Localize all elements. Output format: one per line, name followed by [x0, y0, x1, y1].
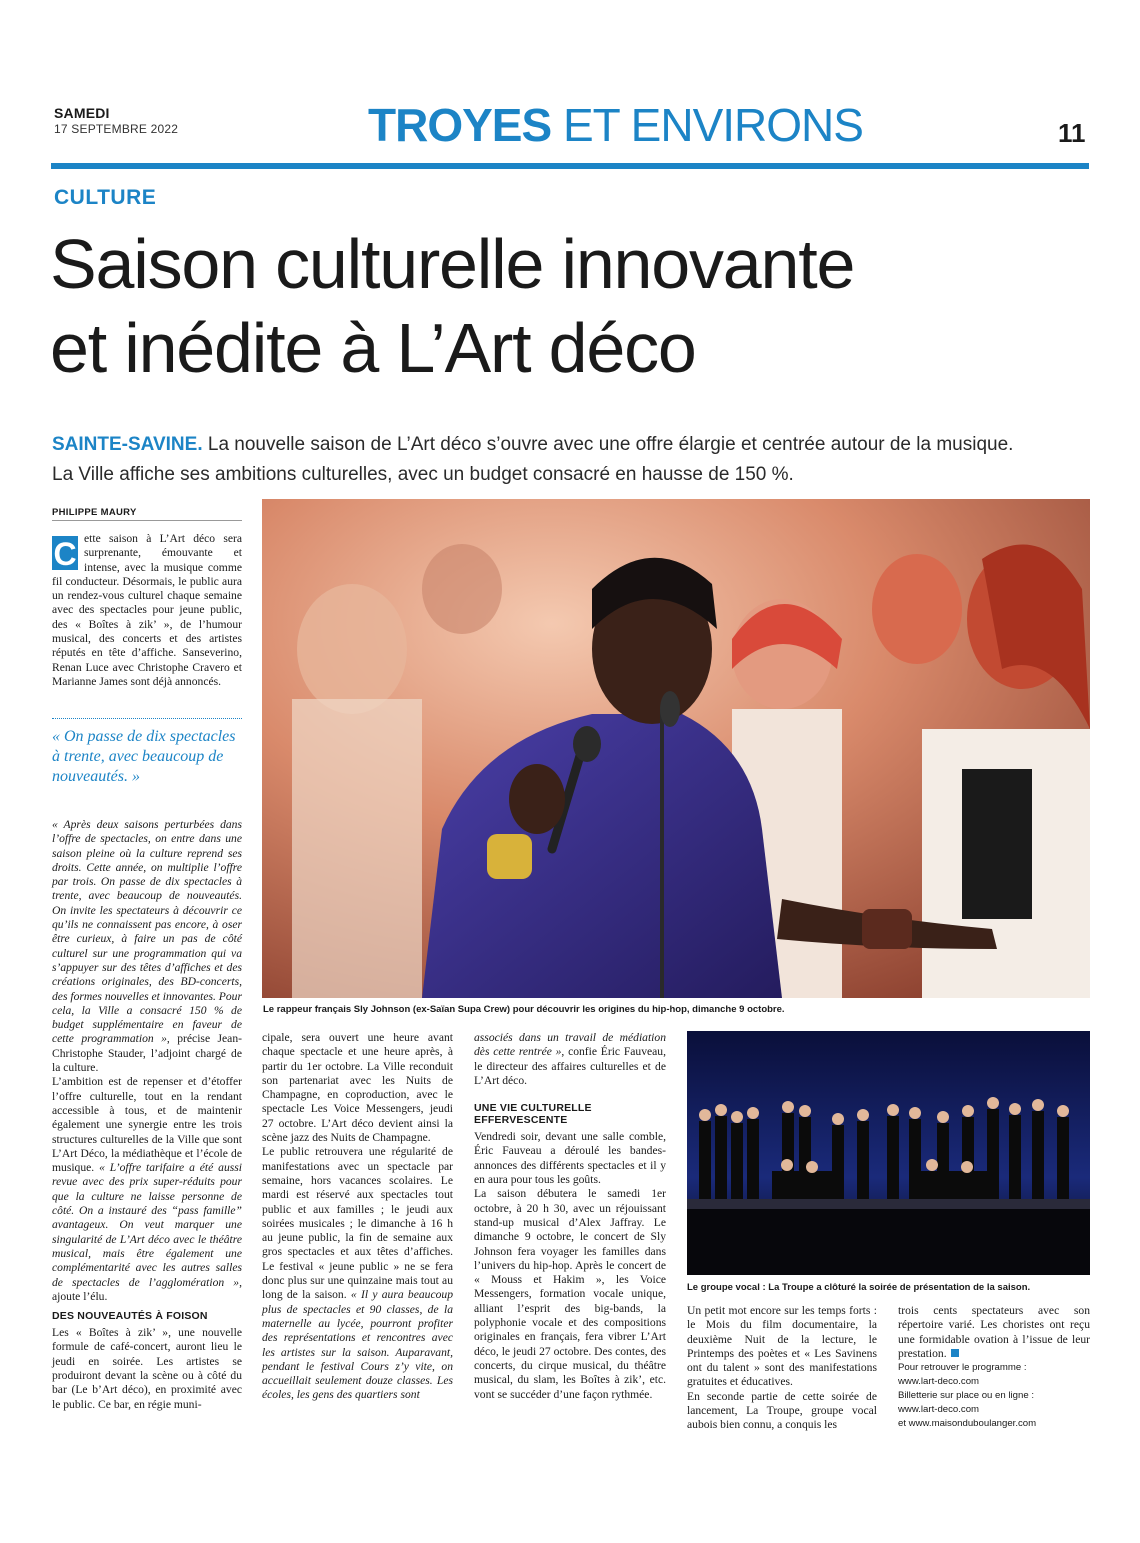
intro-text: ette saison à L’Art déco sera surprenante, émouvante et intense, avec la musique comme fil conducteur. Désormais, le public aura un rendez-vous culturel chaque semaine avec des spectacles pour jeune public, des « Boîtes à zik’ », de l’humour musical, des concerts et des artistes réputés en tête d’affiche. Sanseverino, Renan Luce avec Christophe Cravero et Marianne James sont déjà annoncés. [52, 532, 242, 688]
choir-stage-image [687, 1031, 1090, 1275]
concert-singer-image [262, 499, 1090, 998]
quote-classes: « Il y aura beaucoup plus de spectacles et 90 classes, de la maternelle au lycée, pourront profiter des représentations et rencontres avec les artistes sur la saison. Auparavant, pendant le festival Cours z’y vite, on accueillait seulement douze classes. Les écoles, les gens des quartiers sont [262, 1288, 453, 1402]
rubric-label: CULTURE [54, 186, 157, 209]
quote-attribution: , ajoute l’élu. [52, 1275, 242, 1303]
byline-rule [52, 520, 242, 521]
quote-attribution: , précise Jean-Christophe Stauder, l’adjoint chargé de la culture. [52, 1032, 242, 1075]
headline-line-1: Saison culturelle innovante [50, 225, 855, 303]
lead-paragraph [52, 430, 1102, 490]
issue-date: 17 SEPTEMBRE 2022 [54, 122, 179, 136]
quote-tarifs: « L’offre tarifaire a été aussi revue avec des prix super-réduits pour que la culture ne laisse personne de côté. On a instauré des “pass famille” avantageux. On veut marquer une singularité de L’Art déco avec le théâtre musical, mais être également une complémentarité avec les autres salles de spectacles de l’agglomération » [52, 1161, 242, 1289]
paragraph: Le public retrouvera une régularité de manifestations avec un spectacle par semaine, hors vacances scolaires. Le mardi est réservé aux spectacles tout public et aux familles ; le jeudi aux soirées musicales ; le dimanche à 16 h au jeune public, la fin de semaine aux gros spectacles et aux têtes d’affiches. Le festival « jeune public » ne se fera donc plus sur une quinzaine mais tout au long de la saison. [262, 1145, 453, 1302]
info-link: et www.maisonduboulanger.com [898, 1418, 1037, 1430]
byline: PHILIPPE MAURY [52, 507, 137, 518]
article-column-1 [52, 818, 242, 1412]
lead-text-2: La Ville affiche ses ambitions culturelles, avec un budget consacré en hausse de 150 %. [52, 464, 794, 485]
article-intro [52, 532, 242, 689]
lead-city: SAINTE-SAVINE. [52, 434, 203, 455]
paragraph: Un petit mot encore sur les temps forts : le Mois du film documentaire, la deuxième Nuit de la lecture, le Printemps des poètes et « Les Savinens ont du talent » sont des manifestations gratuites et éducatives. [687, 1304, 877, 1389]
end-mark-icon [951, 1349, 959, 1357]
lead-text-1: La nouvelle saison de L’Art déco s’ouvre avec une offre élargie et centrée autour de la musique. [207, 434, 1014, 455]
main-photo [262, 499, 1090, 998]
subhead-vie-culturelle [474, 1102, 666, 1126]
paragraph: Vendredi soir, devant une salle comble, Éric Fauveau a déroulé les bandes-annonces des différents spectacles et il y en aura pour tous les goûts. [474, 1130, 666, 1187]
info-line: Pour retrouver le programme : [898, 1362, 1027, 1374]
paragraph: La saison débutera le samedi 1er octobre, à 20 h 30, avec un réjouissant stand-up musical d’Alex Jaffray. Le dimanche 9 octobre, le concert de Sly Johnson fera voyager les familles dans l’univers du hip-hop. Après le concert de « Mouss et Hakim », les Voice Messengers, formation vocale unique, alliant l’esprit des big-bands, la polyphonie vocale et des compositions originales en français, fera vibrer L’Art déco, le jeudi 27 octobre. Des contes, des concerts, du cirque musical, du théâtre musical, du slam, les Boîtes à zik’, etc. vont se succéder d’une façon rythmée. [474, 1187, 666, 1401]
info-link: www.lart-deco.com [898, 1376, 980, 1388]
subhead-nouveautes: DES NOUVEAUTÉS À FOISON [52, 1310, 208, 1323]
section-title-light: ET ENVIRONS [562, 99, 863, 151]
article-column-2 [262, 1031, 453, 1403]
paragraph: Les « Boîtes à zik’ », une nouvelle formule de café-concert, auront lieu le jeudi en soirée. Les artistes se produiront devant la scène ou à côté du bar (Le b’Art déco), en proximité avec le public. Ce bar, en régie muni- [52, 1326, 242, 1411]
subhead-line: UNE VIE CULTURELLE [474, 1102, 592, 1115]
article-column-3 [474, 1031, 666, 1402]
second-photo-caption: Le groupe vocal : La Troupe a clôturé la soirée de présentation de la saison. [687, 1282, 1031, 1293]
pull-quote-rule [52, 718, 242, 719]
paragraph: L’ambition est de repenser et d’étoffer l’offre culturelle, tout en la rendant accessible à tous, et de maintenir également une synergie entre les trois structures culturelles de la Ville que sont L’Art Déco, la médiathèque et l’école de musique. [52, 1075, 242, 1175]
section-title-bold: TROYES [368, 99, 552, 151]
quote-attribution: , confie Éric Fauveau, le directeur des affaires culturelles et de L’Art déco. [474, 1045, 666, 1087]
pull-quote: « On passe de dix spectacles à trente, avec beaucoup de nouveautés. » [52, 728, 236, 785]
quote-fauveau: associés dans un travail de médiation dès cette rentrée » [474, 1031, 666, 1059]
info-box [898, 1361, 1090, 1431]
drop-cap: C [53, 536, 77, 572]
page-number: 11 [1058, 118, 1086, 148]
headline-line-2: et inédite à L’Art déco [50, 309, 696, 387]
paragraph: cipale, sera ouvert une heure avant chaque spectacle et une heure après, à partir du 1er octobre. La Ville reconduit son partenariat avec les Nuits de Champagne, en coproduction, avec le spectacle Les Voice Messengers, jeudi 27 octobre. L’Art déco devient ainsi la scène jazz des Nuits de Champagne. [262, 1031, 453, 1145]
paragraph: En seconde partie de cette soirée de lancement, La Troupe, groupe vocal aubois bien connu, a conquis les [687, 1389, 877, 1432]
subhead-line: EFFERVESCENTE [474, 1114, 568, 1127]
header-rule [51, 163, 1089, 169]
section-title [368, 98, 863, 152]
headline [50, 222, 1100, 390]
issue-day: SAMEDI [54, 105, 110, 121]
article-column-5 [898, 1304, 1090, 1431]
second-photo [687, 1031, 1090, 1275]
quote-stauder: « Après deux saisons perturbées dans l’offre de spectacles, on entre dans une saison pleine où la culture reprend ses droits. Cette année, on multiplie l’offre par trois. On passe de dix spectacles à trente, avec beaucoup de nouveautés. On invite les spectateurs à découvrir ce qu’ils ne connaissent pas encore, à oser être curieux, à faire un pas de côté culturel sur une programmation qui va s’appuyer sur des têtes d’affiches et des créations originales, des BD-concerts, des formes nouvelles et innovantes. Pour cela, la Ville a consacré 150 % de budget supplémentaire en faveur de cette programmation » [52, 818, 242, 1046]
main-photo-caption: Le rappeur français Sly Johnson (ex-Saïan Supa Crew) pour découvrir les origines du hip-hop, dimanche 9 octobre. [263, 1004, 785, 1015]
info-link: www.lart-deco.com [898, 1404, 980, 1416]
info-line: Billetterie sur place ou en ligne : [898, 1390, 1034, 1402]
paragraph: trois cents spectateurs avec son répertoire varié. Les choristes ont reçu une formidable ovation à l’issue de leur prestation. [898, 1304, 1090, 1360]
article-column-4 [687, 1304, 877, 1433]
